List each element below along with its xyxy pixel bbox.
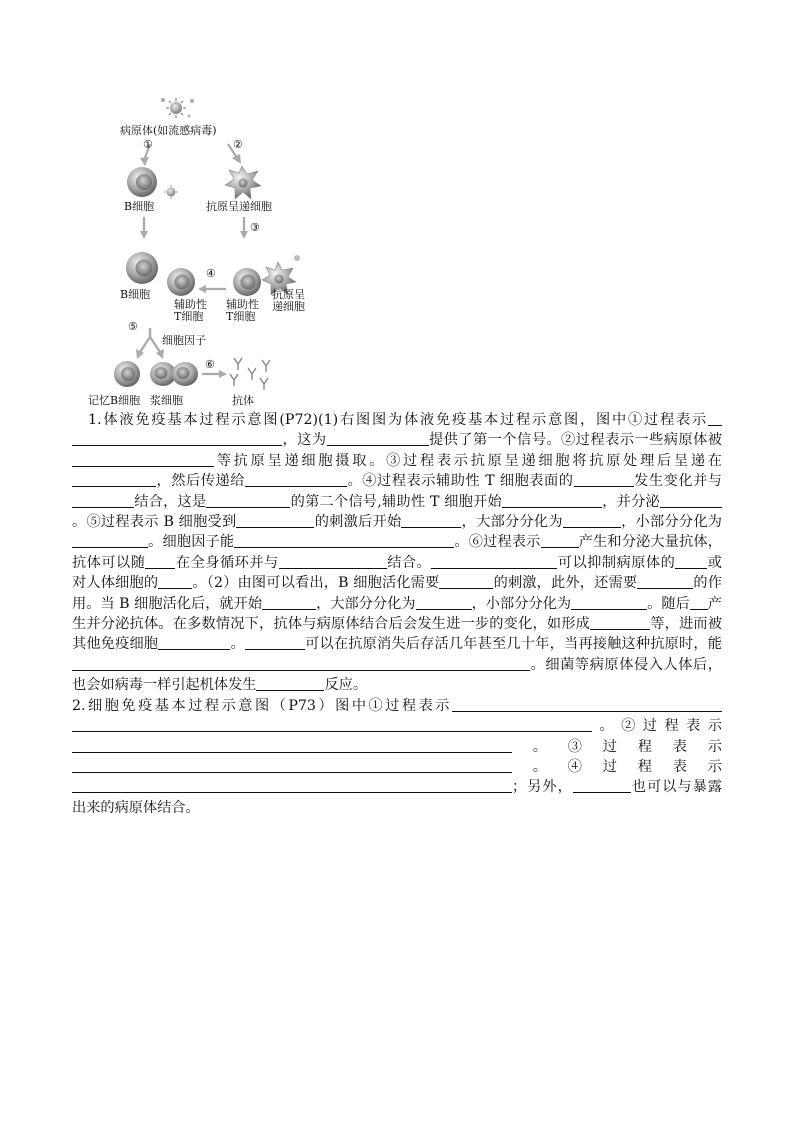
step5-label: ⑤	[128, 320, 138, 333]
answer-blank[interactable]	[234, 533, 454, 548]
plasma-cell-icon	[150, 362, 198, 386]
arrow-step5-right	[150, 337, 160, 352]
plasma-label: 浆细胞	[150, 394, 183, 407]
answer-blank[interactable]	[541, 533, 579, 548]
answer-blank[interactable]	[293, 554, 387, 569]
virus-icon	[164, 185, 178, 199]
helper-t-left-label: 辅助性 T细胞	[174, 298, 207, 323]
cytokine-label: 细胞因子	[162, 334, 206, 347]
answer-blank[interactable]	[574, 472, 634, 487]
answer-blank[interactable]	[72, 778, 512, 793]
question-2: 2.细胞免疫基本过程示意图（P73）图中①过程表示。②过程表示。③过程表示。④过程表示；另外， 也可以与暴露出来的病原体结合。	[72, 697, 722, 816]
answer-blank[interactable]	[72, 758, 512, 773]
answer-blank[interactable]	[327, 431, 429, 446]
answer-blank[interactable]	[72, 738, 512, 753]
answer-blank[interactable]	[72, 493, 134, 508]
answer-blank[interactable]	[452, 697, 722, 712]
answer-blank[interactable]	[439, 574, 493, 589]
apc-right-label: 抗原呈 递细胞	[272, 288, 305, 313]
answer-blank[interactable]	[563, 513, 621, 528]
answer-blank[interactable]	[72, 472, 156, 487]
step1-label: ①	[143, 138, 153, 151]
memory-b-label: 记忆B细胞	[88, 394, 141, 407]
step3-label: ③	[250, 221, 260, 234]
answer-blank[interactable]	[72, 533, 148, 548]
answer-blank[interactable]	[416, 595, 472, 610]
immunity-diagram	[110, 92, 320, 412]
arrow-step5-left	[140, 337, 150, 352]
helper-t-right-label: 辅助性 T细胞	[226, 298, 259, 323]
antibody-label: 抗体	[232, 394, 254, 407]
answer-blank[interactable]	[90, 656, 530, 671]
answer-blank[interactable]	[431, 554, 557, 569]
antibody-icon	[230, 358, 270, 390]
answer-blank[interactable]	[279, 554, 293, 569]
answer-blank[interactable]	[262, 595, 316, 610]
answer-blank[interactable]	[158, 574, 192, 589]
answer-blank[interactable]	[675, 554, 707, 569]
pathogen-label: 病原体(如流感病毒)	[120, 124, 217, 137]
answer-blank[interactable]	[401, 513, 461, 528]
answer-blank[interactable]	[245, 635, 305, 650]
step4-label: ④	[206, 267, 216, 280]
helper-t-cell-icon	[233, 268, 261, 296]
memory-b-cell-icon	[114, 361, 140, 387]
answer-blank[interactable]	[708, 411, 722, 426]
antigen-presenting-cell-icon	[225, 166, 261, 199]
b-cell-mid-label: B细胞	[120, 288, 151, 301]
question-1: 1.体液免疫基本过程示意图(P72)(1)右图图为体液免疫基本过程示意图，图中①过程表示，这为 提供了第一个信号。②过程表示一些病原体被等抗原呈递细胞摄取。③过程表示抗原呈递细胞将抗原处理后呈递在，然后传递给 。④过程表示辅助性 T 细胞表面的 发生变化并与结合，这是 的第二个信号,辅助性 T 细胞开始 ，并分泌。⑤过程表示 B 细胞受到 的刺激后开始 ，大部分分化为 ，小部分分化为。细胞因子能 。⑥过程表示 产生和分泌大量抗体，抗体可以随 在全身循环并与 结合。 可以抑制病原体的 或对人体细胞的 。（2）由图可以看出，B 细胞活化需要 的刺激，此外，还需要 的作用。当 B 细胞活化后，就开始 ，大部分分化为 ，小部分分化为 。随后 产生并分泌抗体。在多数情况下，抗体与病原体结合后会发生进一步的变化，如形成 等，进而被其他免疫细胞 。 可以在抗原消失后存活几年甚至几十年，当再接触这种抗原时，能。细菌等病原体侵入人体后，也会如病毒一样引起机体发生 反应。	[72, 412, 722, 694]
answer-blank[interactable]	[573, 778, 631, 793]
step2-label: ②	[233, 138, 243, 151]
answer-blank[interactable]	[72, 656, 90, 671]
answer-blank[interactable]	[571, 595, 647, 610]
apc-top-label: 抗原呈递细胞	[206, 200, 272, 213]
b-cell-icon	[126, 252, 158, 284]
b-cell-icon	[127, 167, 157, 197]
answer-blank[interactable]	[637, 574, 693, 589]
answer-blank[interactable]	[206, 493, 290, 508]
answer-blank[interactable]	[590, 615, 650, 630]
answer-blank[interactable]	[690, 595, 708, 610]
answer-blank[interactable]	[256, 676, 324, 691]
b-cell-top-label: B细胞	[124, 200, 155, 213]
step6-label: ⑥	[205, 358, 215, 371]
answer-blank[interactable]	[72, 452, 214, 467]
answer-blank[interactable]	[145, 554, 175, 569]
answer-blank[interactable]	[72, 717, 592, 732]
answer-blank[interactable]	[502, 493, 602, 508]
humoral-immunity-figure	[88, 92, 320, 412]
helper-t-cell-icon	[167, 268, 195, 296]
answer-blank[interactable]	[660, 493, 722, 508]
worksheet-text	[72, 410, 722, 818]
virus-icon	[161, 98, 194, 118]
answer-blank[interactable]	[236, 513, 314, 528]
answer-blank[interactable]	[72, 431, 282, 446]
answer-blank[interactable]	[158, 635, 230, 650]
answer-blank[interactable]	[245, 472, 347, 487]
